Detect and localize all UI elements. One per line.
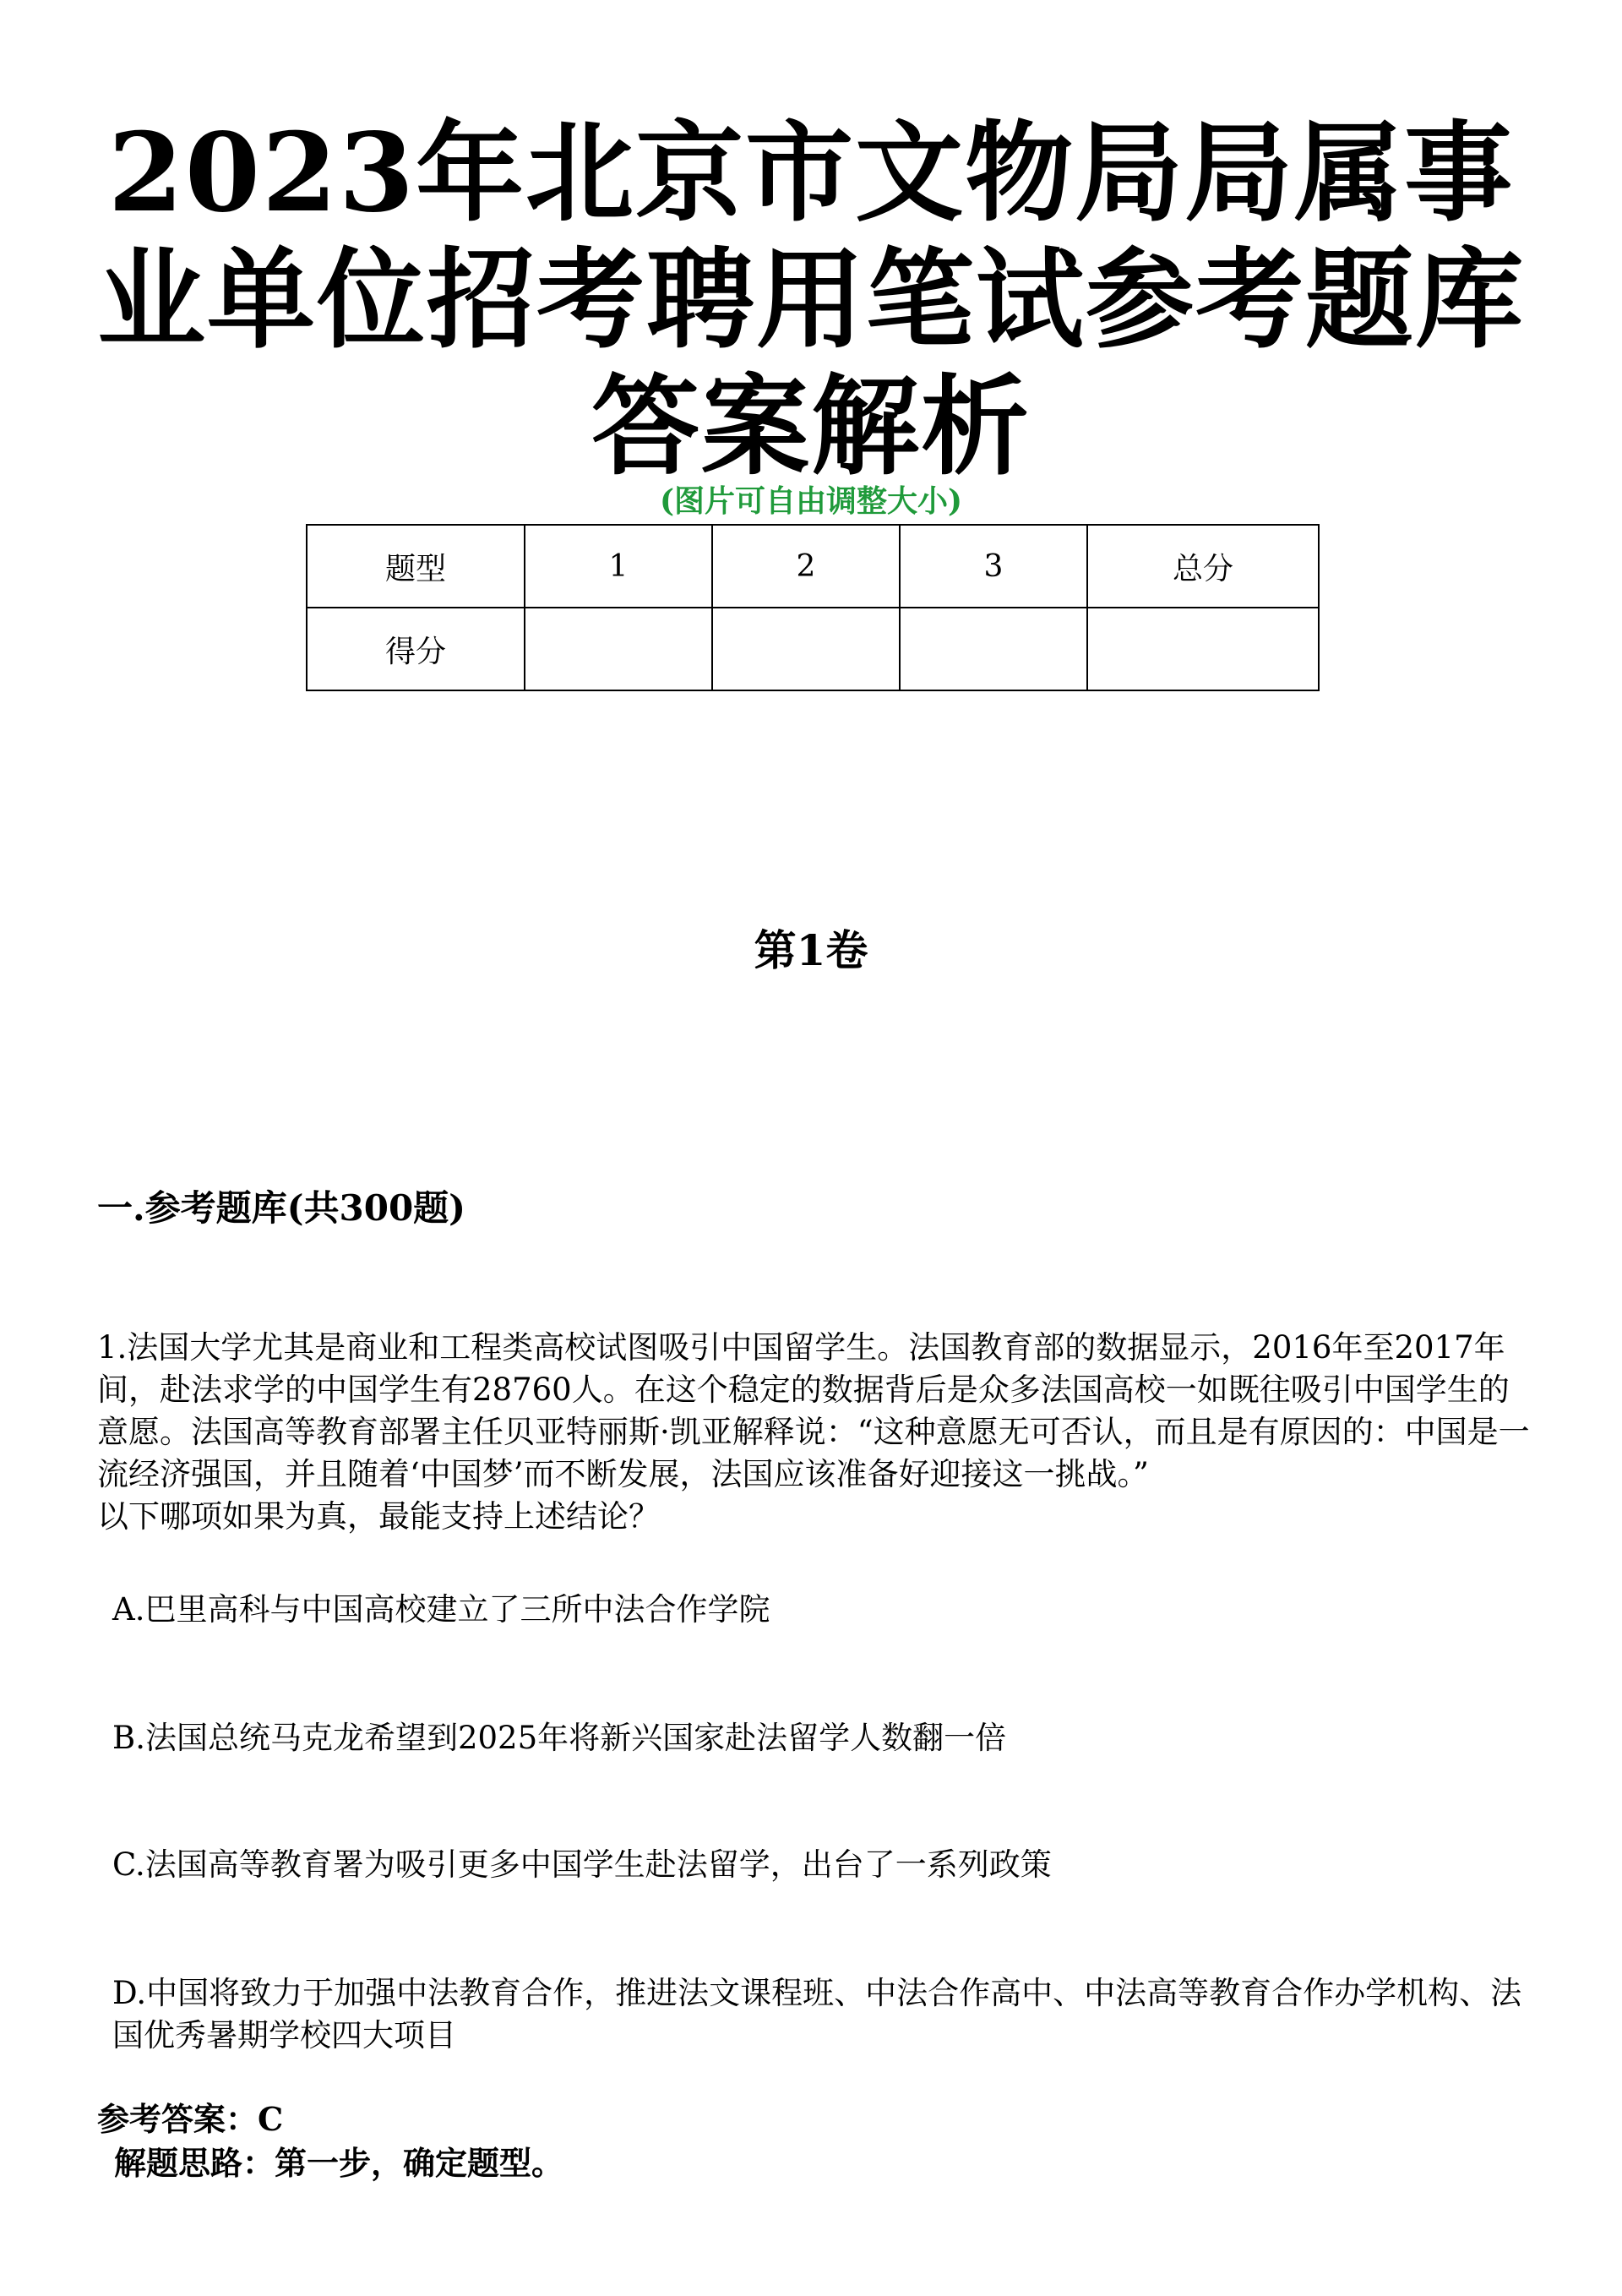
volume-heading: 第1卷	[754, 925, 868, 975]
score-cell-2	[712, 608, 900, 690]
question-block	[97, 1327, 1533, 1538]
question-text: 1.法国大学尤其是商业和工程类高校试图吸引中国留学生。法国教育部的数据显示，2016年至2017年间，赴法求学的中国学生有28760人。在这个稳定的数据背后是众多法国高校一如既往吸引中国学生的意愿。法国高等教育部署主任贝亚特丽斯·凯亚解释说：“这种意愿无可否认，而且是有原因的：中国是一流经济强国，并且随着‘中国梦’而不断发展，法国应该准备好迎接这一挑战。”	[97, 1329, 1530, 1492]
score-cell-3	[900, 608, 1087, 690]
option-b: B.法国总统马克龙希望到2025年将新兴国家赴法留学人数翻一倍	[112, 1720, 1007, 1756]
score-table-header-row	[307, 525, 1319, 608]
solution-hint: 解题思路：第一步，确定题型。	[114, 2144, 564, 2182]
score-table-score-row	[307, 608, 1319, 690]
header-cell-3: 3	[900, 525, 1087, 608]
header-cell-1: 1	[525, 525, 712, 608]
score-row-label: 得分	[307, 608, 525, 690]
score-cell-total	[1087, 608, 1319, 690]
score-cell-1	[525, 608, 712, 690]
score-table	[306, 524, 1320, 691]
header-cell-2: 2	[712, 525, 900, 608]
option-c: C.法国高等教育署为吸引更多中国学生赴法留学，出台了一系列政策	[112, 1846, 1052, 1883]
header-cell-type: 题型	[307, 525, 525, 608]
option-a: A.巴里高科与中国高校建立了三所中法合作学院	[112, 1591, 770, 1628]
question-prompt: 以下哪项如果为真，最能支持上述结论？	[97, 1498, 660, 1535]
header-cell-total: 总分	[1087, 525, 1319, 608]
document-title: 2023年北京市文物局局属事业单位招考聘用笔试参考题库答案解析	[96, 110, 1525, 490]
option-d: D.中国将致力于加强中法教育合作，推进法文课程班、中法合作高中、中法高等教育合作办学机构、法国优秀暑期学校四大项目	[112, 1975, 1522, 2053]
reference-answer: 参考答案：C	[97, 2100, 284, 2138]
resize-note: (图片可自由调整大小)	[659, 483, 963, 519]
section-heading: 一.参考题库(共300题)	[97, 1187, 466, 1229]
